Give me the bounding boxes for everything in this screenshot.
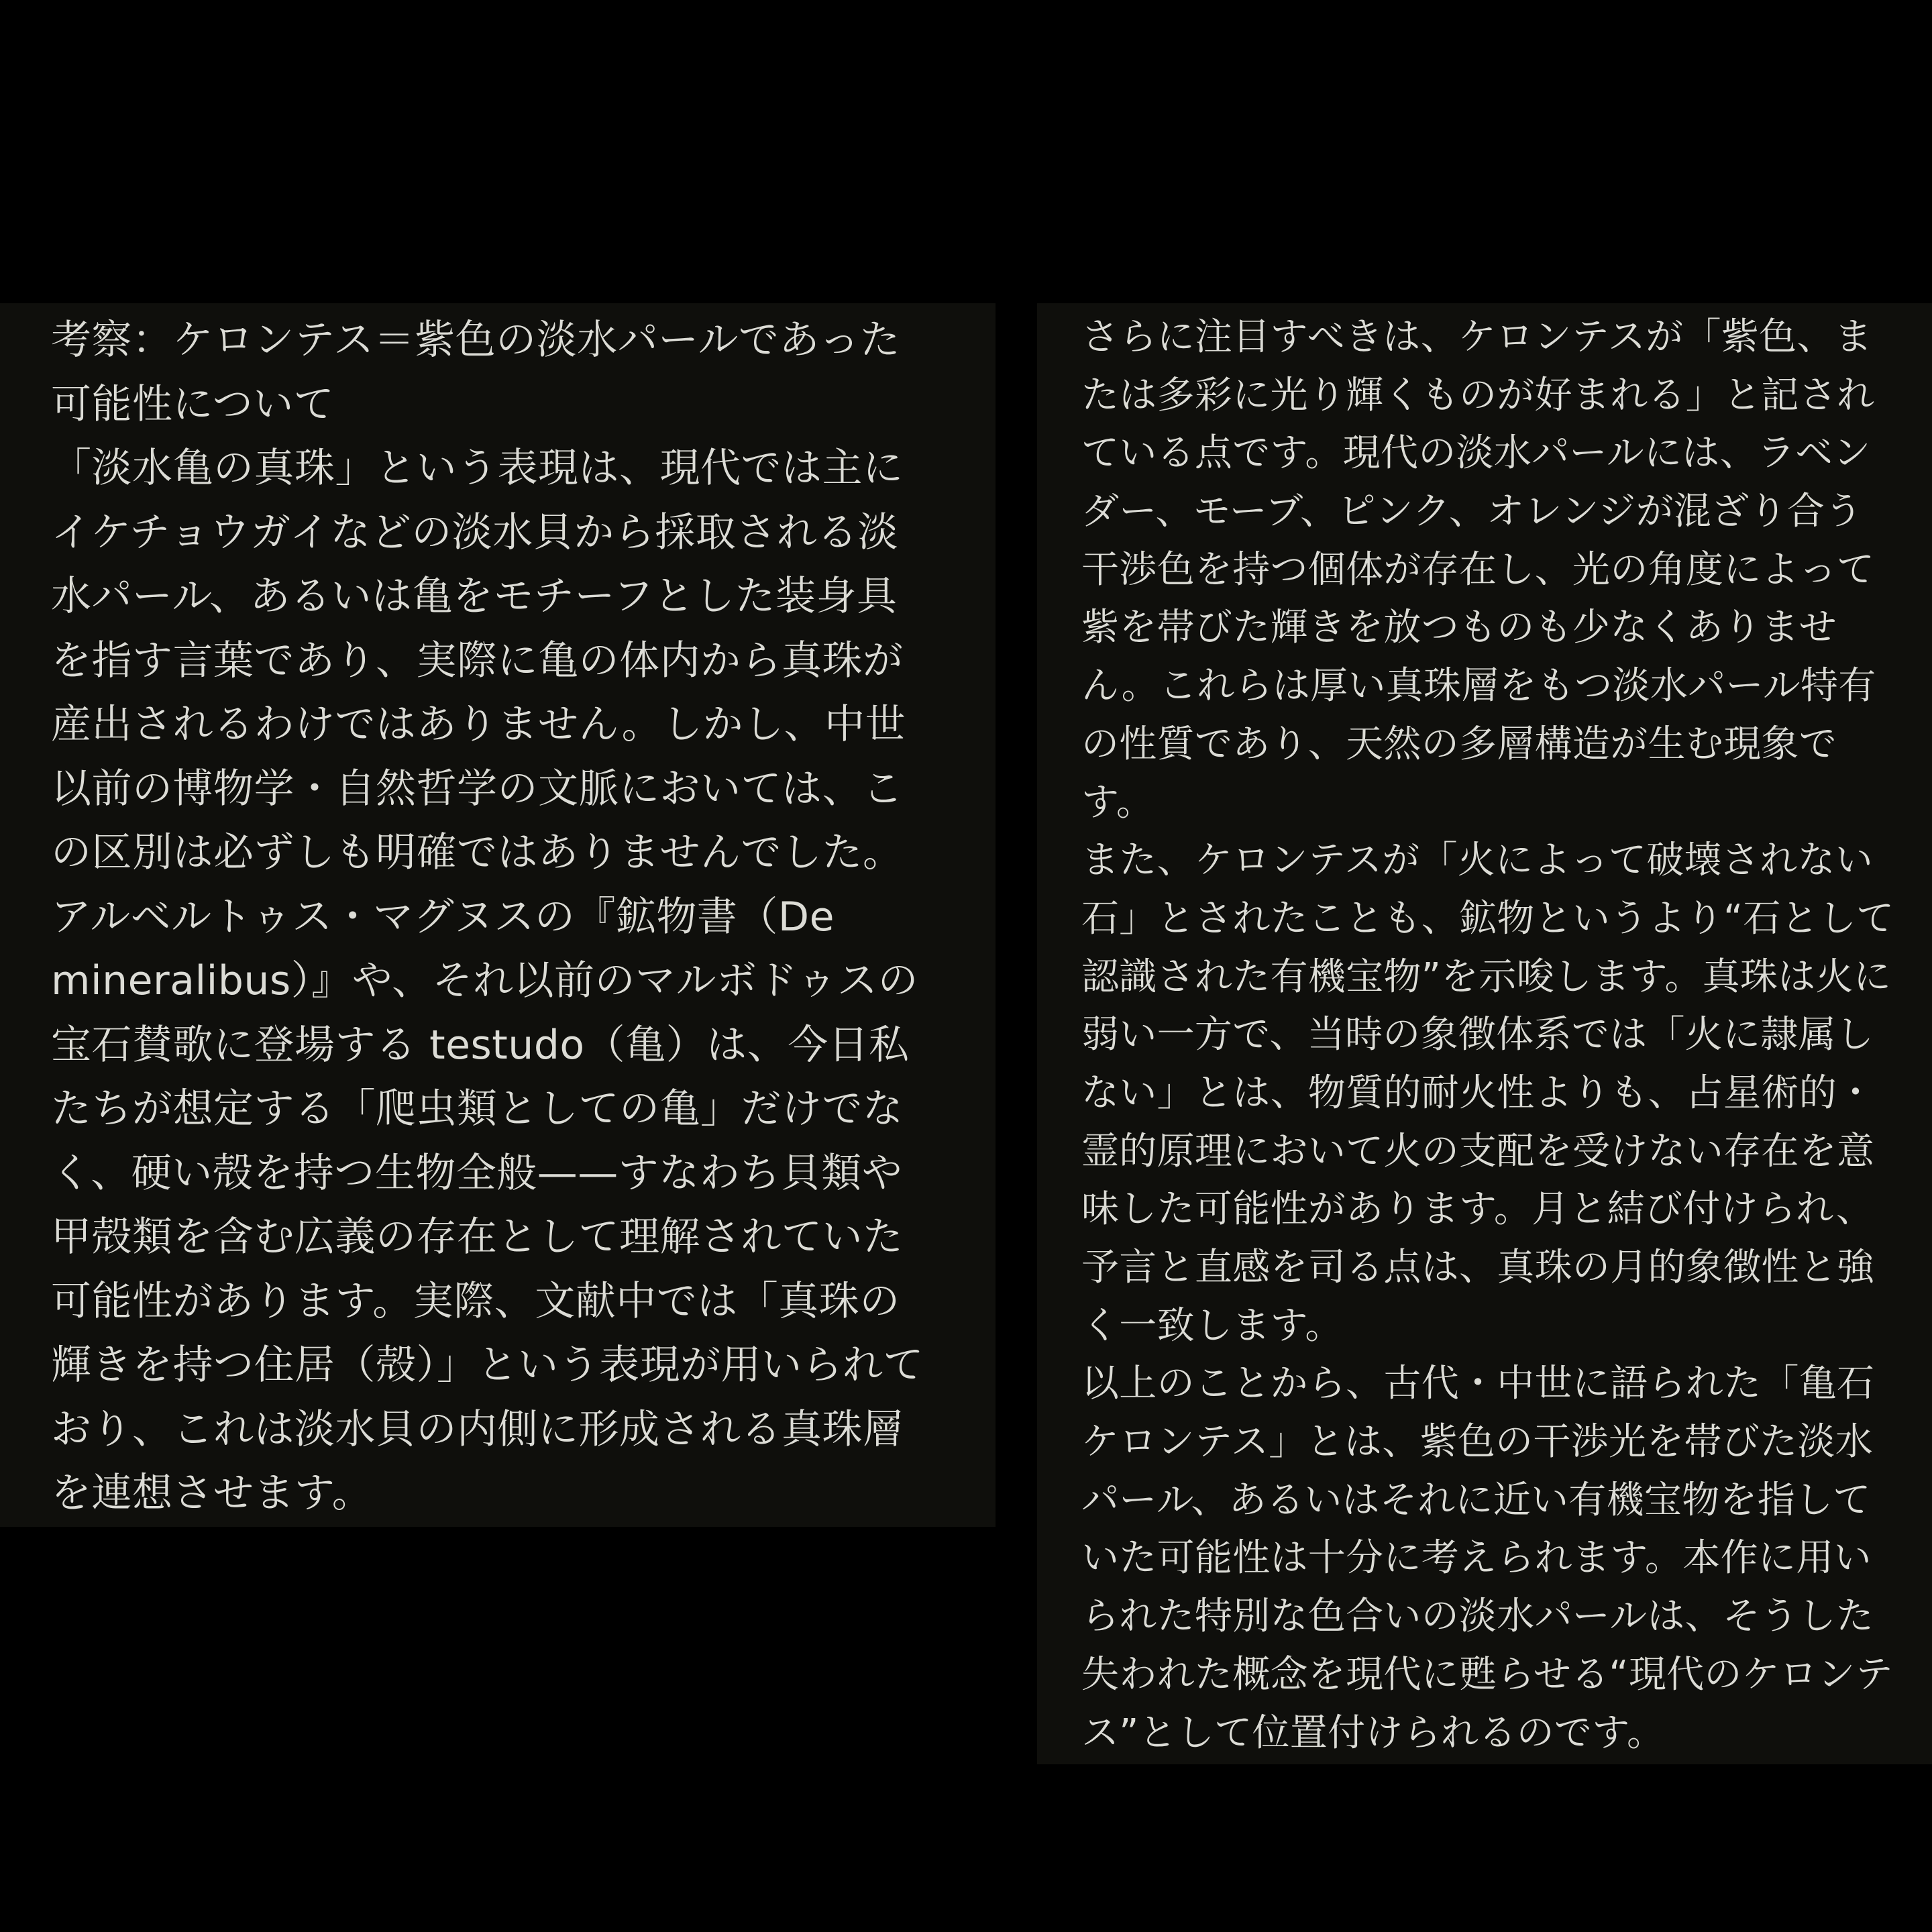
text-line: 「淡水亀の真珠」という表現は、現代では主に bbox=[51, 445, 904, 492]
text-line: ている点です。現代の淡水パールには、ラベン bbox=[1081, 431, 1871, 476]
text-line: たちが想定する「爬虫類としての亀」だけでな bbox=[51, 1085, 904, 1132]
text-line: 以前の博物学・自然哲学の文脈においては、こ bbox=[51, 765, 904, 812]
text-line: 味した可能性があります。月と結び付けられ、 bbox=[1081, 1187, 1874, 1232]
text-line: 宝石賛歌に登場する testudo（亀）は、今日私 bbox=[51, 1021, 910, 1069]
text-line: いた可能性は十分に考えられます。本作に用い bbox=[1081, 1536, 1872, 1580]
text-line: アルベルトゥス・マグヌスの『鉱物書（De bbox=[51, 893, 835, 941]
text-line: 弱い一方で、当時の象徴体系では「火に隷属し bbox=[1081, 1013, 1874, 1057]
text-line: 失われた概念を現代に甦らせる“現代のケロンテ bbox=[1081, 1652, 1893, 1697]
text-line: また、ケロンテスが「火によって破壊されない bbox=[1081, 839, 1874, 883]
text-line: 霊的原理において火の支配を受けない存在を意 bbox=[1081, 1129, 1875, 1173]
text-line: 干渉色を持つ個体が存在し、光の角度によって bbox=[1081, 547, 1875, 592]
text-line: られた特別な色合いの淡水パールは、そうした bbox=[1081, 1595, 1874, 1639]
text-line: ん。これらは厚い真珠層をもつ淡水パール特有 bbox=[1081, 664, 1876, 708]
text-line: 可能性について bbox=[51, 380, 335, 428]
text-line: を連想させます。 bbox=[51, 1470, 373, 1517]
text-line: 甲殻類を含む広義の存在として理解されていた bbox=[51, 1214, 904, 1260]
text-line: 以上のことから、古代・中世に語られた「亀石 bbox=[1081, 1362, 1875, 1406]
text-line: す。 bbox=[1081, 780, 1155, 824]
text-line: さらに注目すべきは、ケロンテスが「紫色、ま bbox=[1081, 315, 1872, 359]
text-line: ス”として位置付けられるのです。 bbox=[1081, 1711, 1665, 1755]
text-line: の性質であり、天然の多層構造が生む現象で bbox=[1081, 722, 1837, 766]
text-line: 紫を帯びた輝きを放つものも少なくありませ bbox=[1081, 606, 1837, 650]
text-line: く、硬い殻を持つ生物全般——すなわち貝類や bbox=[51, 1149, 903, 1197]
text-line: 可能性があります。実際、文献中では「真珠の bbox=[51, 1277, 900, 1325]
text-line: 産出されるわけではありません。しかし、中世 bbox=[51, 701, 906, 748]
text-line: ダー、モーブ、ピンク、オレンジが混ざり合う bbox=[1081, 490, 1863, 534]
text-line: ケロンテス」とは、紫色の干渉光を帯びた淡水 bbox=[1081, 1420, 1874, 1464]
text-line: 認識された有機宝物”を示唆します。真珠は火に bbox=[1081, 955, 1892, 999]
text-line: ない」とは、物質的耐火性よりも、占星術的・ bbox=[1081, 1071, 1875, 1115]
right-text-panel bbox=[1037, 303, 1932, 1764]
text-line: mineralibus）』や、それ以前のマルボドゥスの bbox=[51, 957, 919, 1004]
text-line: 石」とされたことも、鉱物というより“石として bbox=[1081, 896, 1894, 941]
text-line: たは多彩に光り輝くものが好まれる」と記され bbox=[1081, 373, 1875, 417]
text-line: の区別は必ずしも明確ではありませんでした。 bbox=[51, 829, 904, 876]
text-line: を指す言葉であり、実際に亀の体内から真珠が bbox=[51, 637, 904, 684]
text-line: 予言と直感を司る点は、真珠の月的象徴性と強 bbox=[1081, 1246, 1875, 1289]
text-line: 考察：ケロンテス＝紫色の淡水パールであった bbox=[51, 317, 901, 364]
text-line: パール、あるいはそれに近い有機宝物を指して bbox=[1081, 1478, 1871, 1522]
text-line: 水パール、あるいは亀をモチーフとした装身具 bbox=[51, 573, 898, 620]
text-line: おり、これは淡水貝の内側に形成される真珠層 bbox=[51, 1405, 904, 1453]
text-line: イケチョウガイなどの淡水貝から採取される淡 bbox=[51, 508, 899, 556]
text-line: く一致します。 bbox=[1081, 1303, 1343, 1348]
left-text-panel bbox=[0, 303, 996, 1527]
text-line: 輝きを持つ住居（殻）」という表現が用いられて bbox=[51, 1342, 924, 1389]
